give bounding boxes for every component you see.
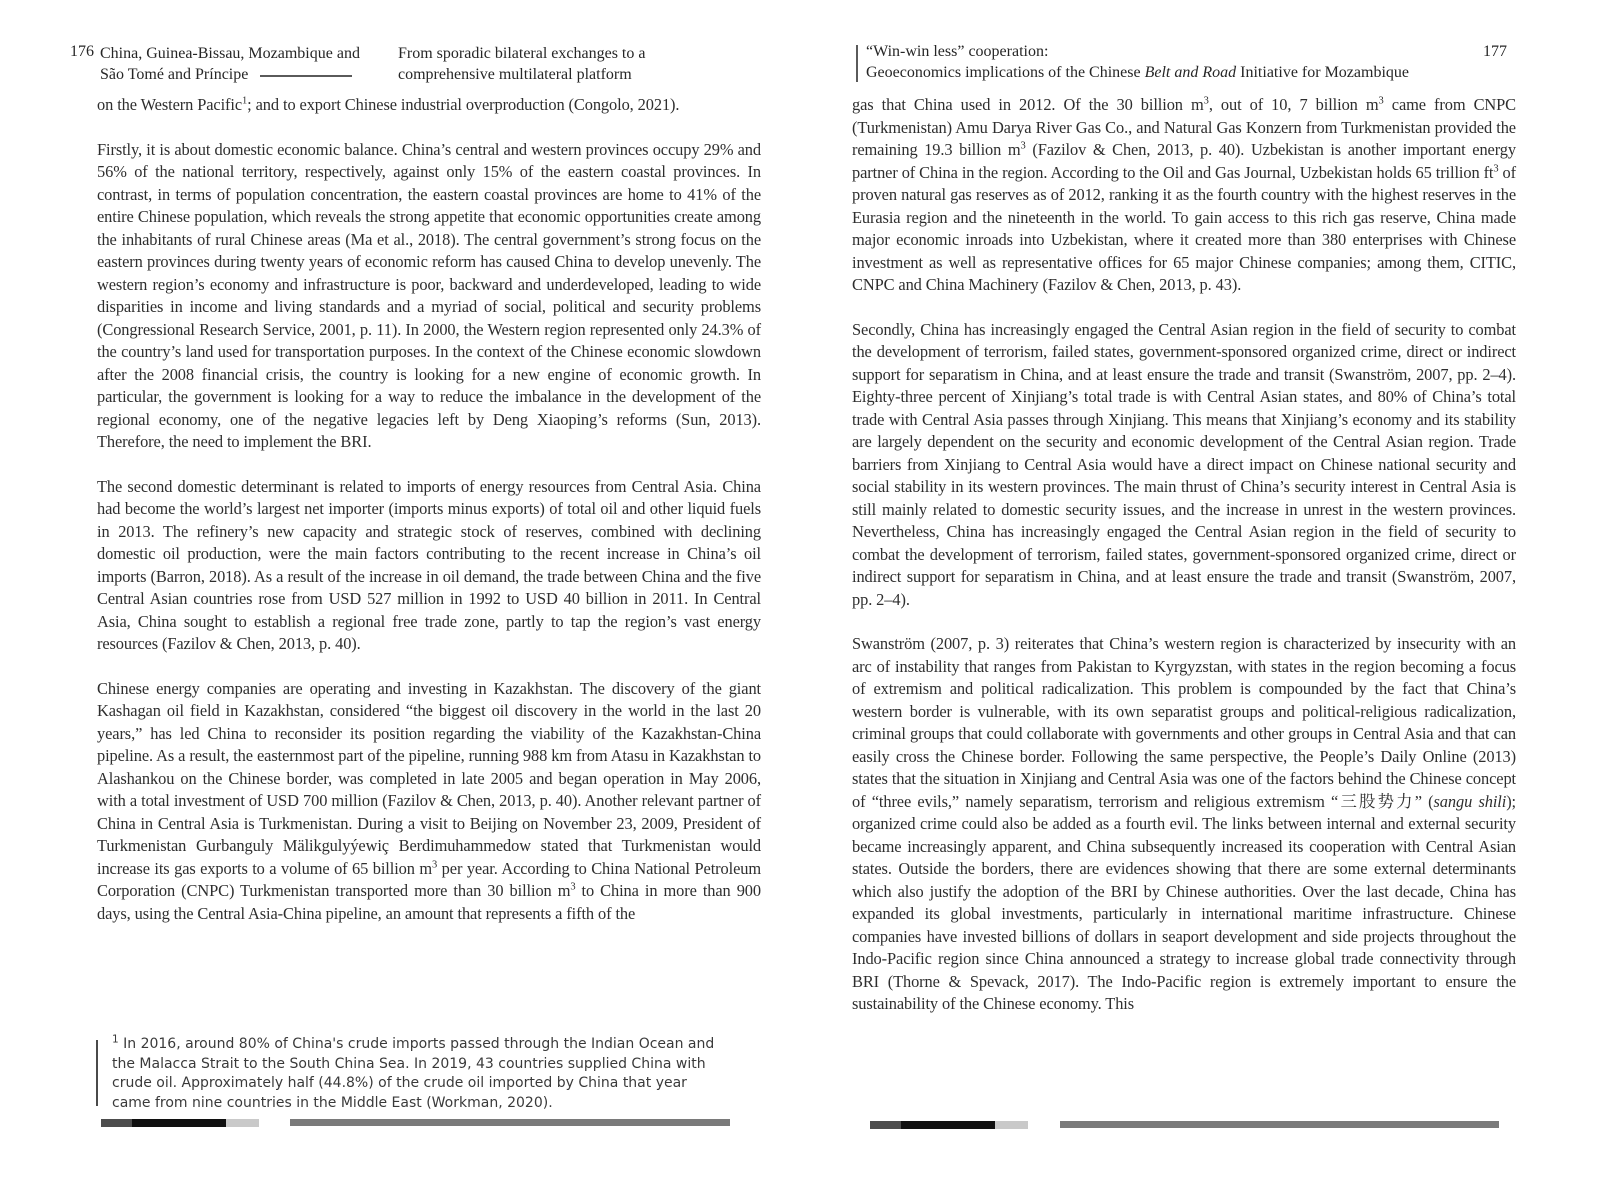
right-chapter-title	[866, 41, 1446, 83]
running-title-rule	[260, 75, 352, 77]
right-chapter-title-line2-prefix: Geoeconomics implications of the Chinese	[866, 64, 1145, 81]
footer-bar-segment-light	[995, 1121, 1028, 1129]
right-page-body	[852, 94, 1516, 1016]
paragraph: Firstly, it is about domestic economic balance. China’s central and western provinces occupy 29% and 56% of the national territory, respectively, against only 15% of the eastern coastal provinces. In contrast, in terms of population concentration, the eastern coastal provinces are home to 41% of the entire Chinese population, which reveals the strong appetite that economic opportunities create among the inhabitants of rural Chinese areas (Ma et al., 2018). The central government’s strong focus on the eastern provinces during twenty years of economic reform has caused China to develop unevenly. The western region’s economy and infrastructure is poor, backward and underdeveloped, leading to wide disparities in income and living standards and a myriad of social, political and security problems (Congressional Research Service, 2001, p. 11). In 2000, the Western region represented only 24.3% of the country’s land used for transportation purposes. In the context of the Chinese economic slowdown after the 2008 financial crisis, the country is looking for a new engine of economic growth. In particular, the government is looking for a way to reduce the imbalance in the development of the regional economy, one of the negative legacies left by Deng Xiaoping’s reforms (Sun, 2013). Therefore, the need to implement the BRI.	[97, 139, 761, 451]
paragraph: Secondly, China has increasingly engaged the Central Asian region in the field of security to combat the development of terrorism, failed states, government-sponsored organized crime, direct or indirect support for separatism in China, and at least ensure the trade and transit (Swanström, 2007, pp. 2–4). Eighty-three percent of Xinjiang’s total trade is with Central Asian states, and 80% of China’s total trade with Central Asia passes through Xinjiang. This means that Xinjiang’s economy and its stability are largely dependent on the security and economic development of the Central Asian region. Trade barriers from Xinjiang to Central Asia would have a direct impact on Chinese national security and social stability in its western provinces. The main thrust of China’s security interest in Central Asia is still mainly related to domestic security issues, and the increase in unrest in the western provinces. Nevertheless, China has increasingly engaged the Central Asian region in the field of security to combat the development of terrorism, failed states, government-sponsored organized crime, direct or indirect support for separatism in China, and at least ensure the trade and transit (Swanström, 2007, pp. 2–4).	[852, 319, 1516, 609]
left-page-body	[97, 94, 761, 925]
running-title-line2: São Tomé and Príncipe	[100, 66, 249, 83]
paragraph: Chinese energy companies are operating and investing in Kazakhstan. The discovery of the giant Kashagan oil field in Kazakhstan, considered “the biggest oil discovery in the world in the last 20 years,” has led China to reconsider its position regarding the viability of the Kazakhstan-China pipeline. As a result, the easternmost part of the pipeline, running 988 km from Atasu in Kazakhstan to Alashankou on the Chinese border, was completed in late 2005 and began operation in May 2006, with a total investment of USD 700 million (Fazilov & Chen, 2013, p. 40). Another relevant partner of China in Central Asia is Turkmenistan. During a visit to Beijing on November 23, 2009, President of Turkmenistan Gurbanguly Mälikgulyýewiç Berdimuhammedow stated that Turkmenistan would increase its gas exports to a volume of 65 billion $m^3$ per year. According to China National Petroleum Corporation (CNPC) Turkmenistan transported more than 30 billion $m^3$ to China in more than 900 days, using the Central Asia-China pipeline, an amount that represents a fifth of the	[97, 678, 761, 923]
paragraph: on the Western Pacific$^1$; and to export Chinese industrial overproduction (Congolo, 2021).	[97, 95, 680, 114]
right-footer-bar	[1060, 1121, 1499, 1128]
footnote-rule	[96, 1040, 98, 1106]
footnote-text: $^1$ In 2016, around 80% of China's crude imports passed through the Indian Ocean and the Malacca Strait to the South China Sea. In 2019, 43 countries supplied China with crude oil. Approximately half (44.8%) of the crude oil imported by China that year came from nine countries in the Middle East (Workman, 2020).	[112, 1033, 715, 1111]
footnote	[112, 1035, 726, 1113]
footer-bar-segment-black	[901, 1121, 995, 1129]
footer-bar-segment-black	[132, 1119, 226, 1127]
paragraph: The second domestic determinant is related to imports of energy resources from Central Asia. China had become the world’s largest net importer (imports minus exports) of total oil and other liquid fuels in 2013. The refinery’s new capacity and strategic stock of reserves, combined with declining domestic oil production, were the main factors contributing to the recent increase in China’s oil imports (Barron, 2018). As a result of the increase in oil demand, the trade between China and the five Central Asian countries rose from USD 527 million in 1992 to USD 40 billion in 2011. In Central Asia, China sought to establish a regional free trade zone, partly to tap the region’s vast energy resources (Fazilov & Chen, 2013, p. 40).	[97, 476, 761, 653]
left-page-number: 176	[70, 43, 94, 60]
right-chapter-title-line2	[866, 62, 1446, 83]
footer-bar-segment-light	[226, 1119, 259, 1127]
left-chapter-title-line2: comprehensive multilateral platform	[398, 66, 632, 83]
footer-bar-segment-dark	[870, 1121, 901, 1129]
right-footer-bar-segments	[870, 1121, 1028, 1129]
right-chapter-title-line2-italic: Belt and Road	[1144, 64, 1237, 81]
left-chapter-title	[398, 43, 718, 85]
right-page-number: 177	[1483, 43, 1507, 60]
right-chapter-title-line2-suffix: Initiative for Mozambique	[1236, 64, 1409, 81]
right-header-rule	[856, 45, 858, 82]
left-chapter-title-line1: From sporadic bilateral exchanges to a	[398, 45, 646, 62]
paragraph: gas that China used in 2012. Of the 30 billion $m^3$, out of 10, 7 billion $m^3$ came from CNPC (Turkmenistan) Amu Darya River Gas Co., and Natural Gas Konzern from Turkmenistan provided the remaining 19.3 billion $m^3$ (Fazilov & Chen, 2013, p. 40). Uzbekistan is another important energy partner of China in the region. According to the Oil and Gas Journal, Uzbekistan holds 65 trillion $ft^3$ of proven natural gas reserves as of 2012, ranking it as the fourth country with the highest reserves in the Eurasia region and the nineteenth in the world. To gain access to this rich gas reserve, China made major economic inroads into Uzbekistan, where it created more than 380 enterprises with Chinese investment as well as representative offices for 65 major Chinese companies; among them, CITIC, CNPC and China Machinery (Fazilov & Chen, 2013, p. 43).	[852, 95, 1517, 294]
paragraph: Swanström (2007, p. 3) reiterates that China’s western region is characterized by insecurity with an arc of instability that ranges from Pakistan to Kyrgyzstan, with states in the region becoming a focus of extremism and political radicalization. This problem is compounded by the fact that China’s western border is vulnerable, with its own separatist groups and political-religious radicalization, criminal groups that could collaborate with governments and other groups in Central Asia and that can easily cross the Chinese border. Following the same perspective, the People’s Daily Online (2013) states that the situation in Xinjiang and Central Asia was one of the factors behind the Chinese concept of “three evils,” namely separatism, terrorism and religious extremism “三股势力” (sangu shili); organized crime could also be added as a fourth evil. The links between internal and external security became increasingly apparent, and China subsequently increased its cooperation with Central Asian states. Outside the borders, there are evidences showing that there are some external determinants which also justify the adoption of the BRI by Chinese authorities. Over the last decade, China has expanded its global investments, particularly in international maritime infrastructure. Chinese companies have invested billions of dollars in seaport development and side projects throughout the Indo-Pacific region since China announced a strategy to increase global trade connectivity through BRI (Thorne & Spevack, 2017). The Indo-Pacific region is extremely important to ensure the sustainability of the Chinese economy. This	[852, 634, 1516, 1013]
footer-bar-segment-dark	[101, 1119, 132, 1127]
left-footer-bar	[290, 1119, 730, 1126]
left-footer-bar-segments	[101, 1119, 259, 1127]
right-chapter-title-line1: “Win-win less” cooperation:	[866, 43, 1049, 60]
left-running-title	[100, 43, 410, 85]
running-title-line1: China, Guinea-Bissau, Mozambique and	[100, 45, 360, 62]
